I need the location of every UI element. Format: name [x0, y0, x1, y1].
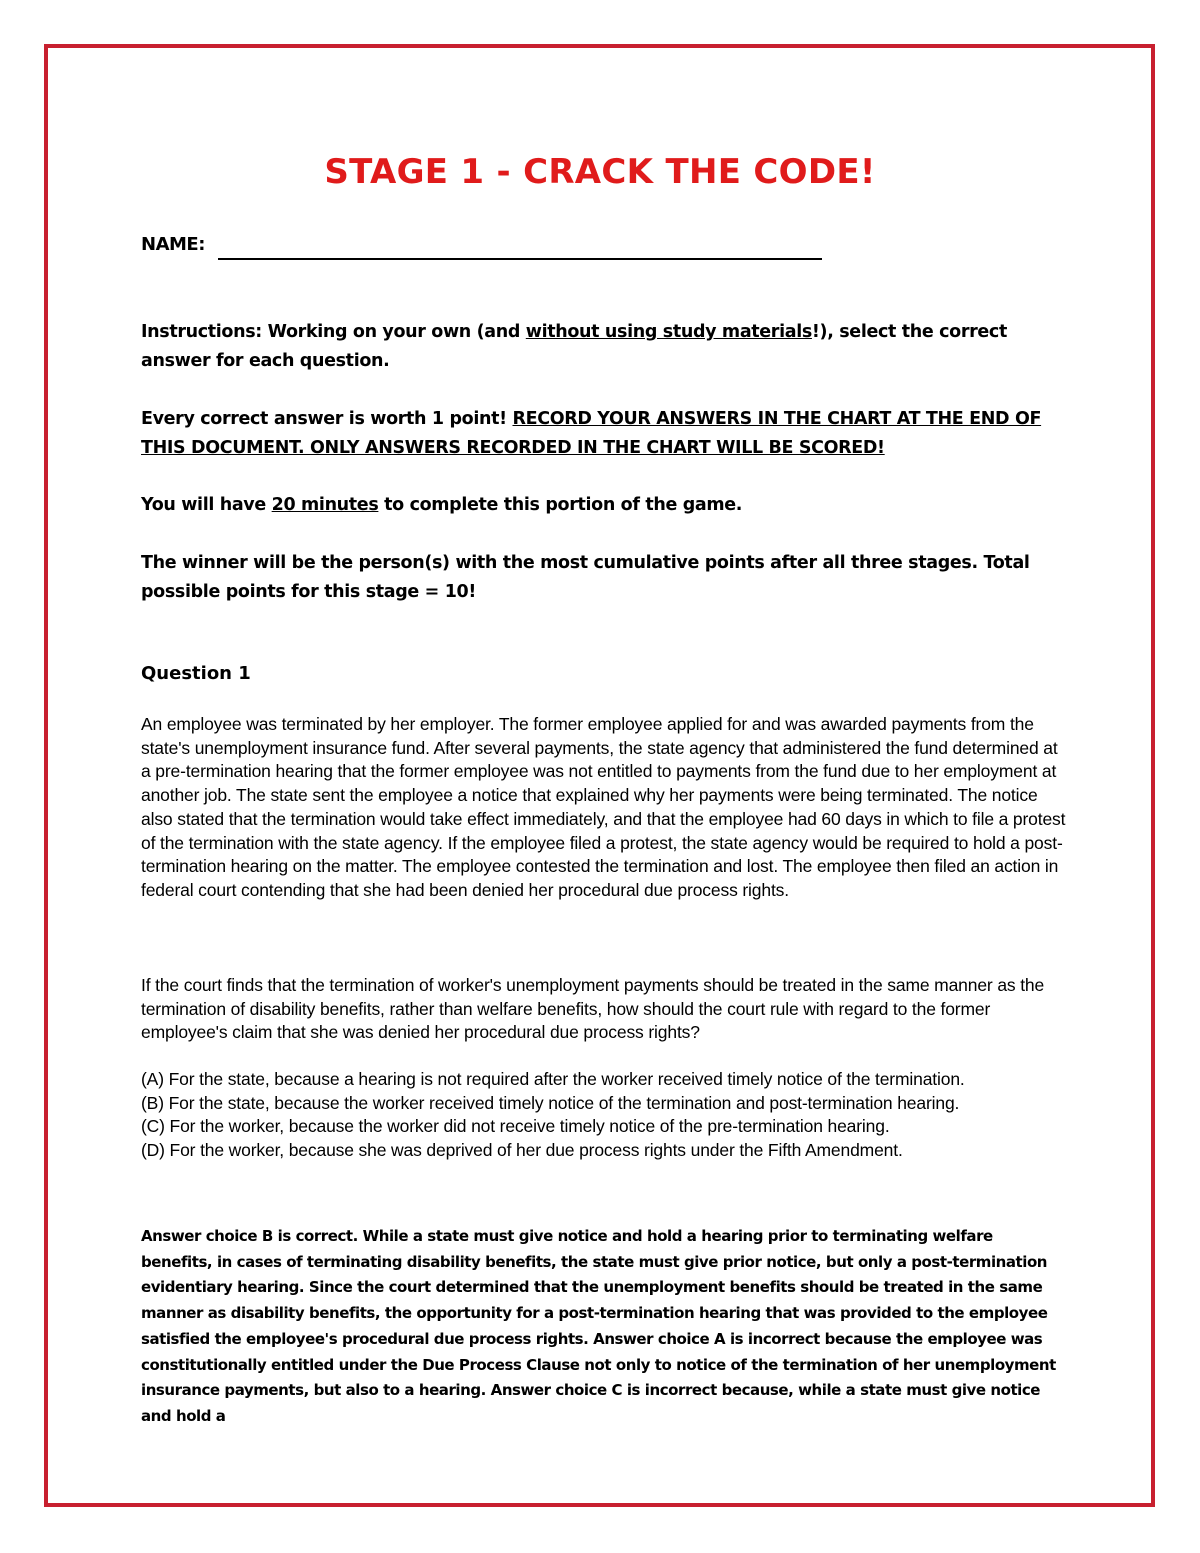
time-text-end: to complete this portion of the game. — [378, 495, 743, 515]
answer-choices — [141, 1068, 1066, 1163]
instructions-underlined: without using study materials — [525, 322, 812, 342]
choice-d: (D) For the worker, because she was deprived of her due process rights under the Fifth Amendment. — [141, 1140, 903, 1161]
question-prompt: If the court finds that the termination of worker's unemployment payments should be treated in the same manner as the termination of disability benefits, rather than welfare benefits, how should the court rule with regard to the former employee's claim that she was denied her procedural due process rights? — [141, 975, 1045, 1043]
winner-paragraph: The winner will be the person(s) with the most cumulative points after all three stages. Total possible points for this stage = 10! — [141, 553, 1030, 602]
name-blank-line[interactable] — [218, 258, 822, 260]
time-underlined: 20 minutes — [271, 495, 379, 515]
scoring-text: Every correct answer is worth 1 point! — [141, 409, 513, 429]
choice-a: (A) For the state, because a hearing is not required after the worker received timely notice of the termination. — [141, 1069, 965, 1089]
answer-explanation: Answer choice B is correct. While a state must give notice and hold a hearing prior to terminating welfare benefits, in cases of terminating disability benefits, the state must give prior notice, but only a post-termination evidentiary hearing. Since the court determined that the unemployment benefits should be treated in the same manner as disability benefits, the opportunity for a post-termination hearing that was provided to the employee satisfied the employee's procedural due process rights. Answer choice A is incorrect because the employee was constitutionally entitled under the Due Process Clause not only to notice of the termination of her unemployment insurance payments, but also to a hearing. Answer choice C is incorrect because, while a state must give notice and hold a — [141, 1227, 1056, 1425]
page-title: STAGE 1 - CRACK THE CODE! — [324, 152, 876, 192]
choice-c: (C) For the worker, because the worker did not receive timely notice of the pre-termination hearing. — [141, 1116, 890, 1137]
time-text: You will have — [141, 495, 272, 515]
instructions-text-end: !), select the correct answer for each question. — [141, 322, 1007, 371]
time-paragraph — [141, 491, 1066, 520]
name-label: NAME: — [141, 234, 205, 255]
question-heading: Question 1 — [141, 663, 251, 684]
scoring-underlined: RECORD YOUR ANSWERS IN THE CHART AT THE END OF THIS DOCUMENT. ONLY ANSWERS RECORDED IN THE CHART WILL BE SCORED! — [141, 409, 1042, 458]
question-fact-pattern: An employee was terminated by her employer. The former employee applied for and was awarded payments from the state's unemployment insurance fund. After several payments, the state agency that administered the fund determined at a pre-termination hearing that the former employee was not entitled to payments from the fund due to her employment at another job. The state sent the employee a notice that explained why her payments were being terminated. The notice also stated that the termination would take effect immediately, and that the employee had 60 days in which to file a protest of the termination with the state agency. If the employee filed a protest, the state agency would be required to hold a post-termination hearing on the matter. The employee contested the termination and lost. The employee then filed an action in federal court contending that she had been denied her procedural due process rights. — [141, 714, 1066, 900]
instructions-paragraph — [141, 318, 1066, 376]
choice-b: (B) For the state, because the worker received timely notice of the termination and post-termination hearing. — [141, 1092, 960, 1113]
instructions-text: Instructions: Working on your own (and — [141, 322, 526, 342]
scoring-paragraph — [141, 405, 1066, 463]
